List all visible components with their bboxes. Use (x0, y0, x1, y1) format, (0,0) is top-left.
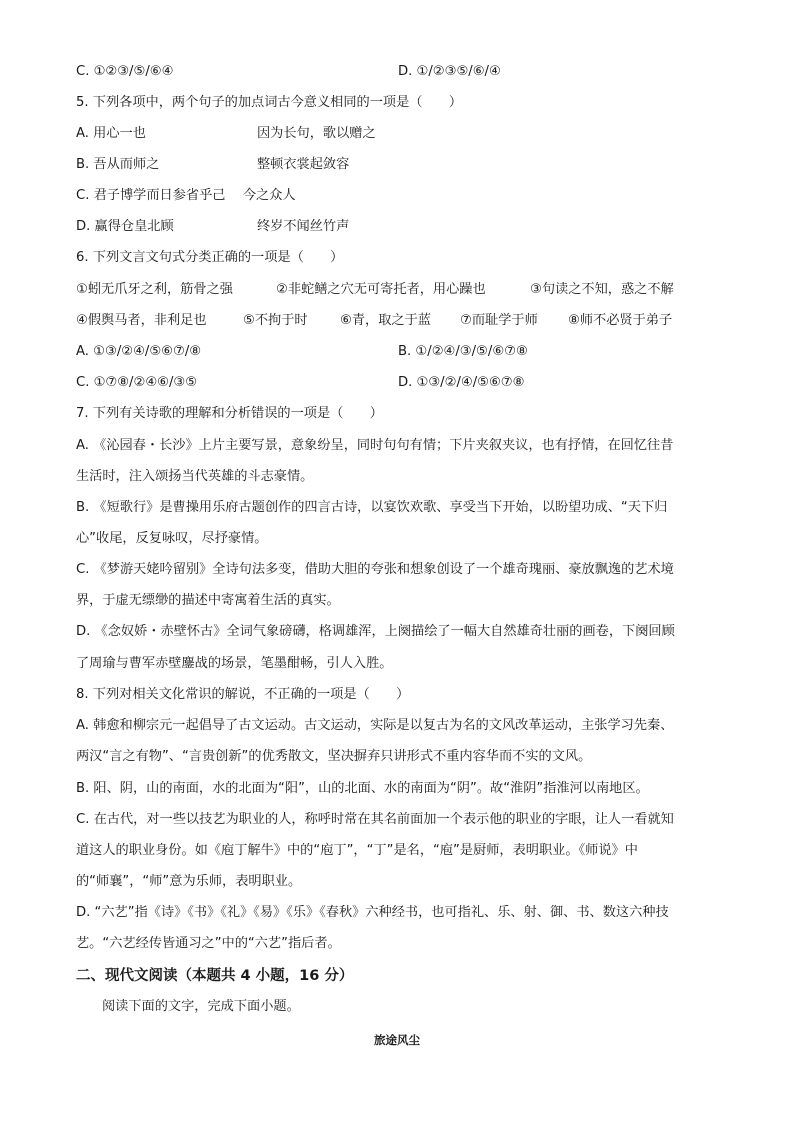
q8-option-b: B. 阳、阴，山的南面，水的北面为“阳”，山的北面、水的南面为“阴”。故“淮阴”指淮河以南地区。 (76, 781, 649, 796)
q6-sentence-6: ⑥青，取之于蓝 (340, 313, 431, 328)
section-2-instruction: 阅读下面的文字，完成下面小题。 (102, 999, 300, 1014)
q6-sentence-1: ①蚓无爪牙之利，筋骨之强 (76, 282, 233, 297)
q6-sentences-row1 (76, 280, 716, 300)
q8-option-d-line2: 艺。“六艺经传皆通习之”中的“六艺”指后者。 (76, 936, 341, 951)
q8-option-c-line1: C. 在古代，对一些以技艺为职业的人，称呼时常在其名前面加一个表示他的职业的字眼，让人一看就知 (76, 812, 674, 827)
q6-option-d: D. ①③/②/④/⑤⑥⑦⑧ (398, 375, 525, 390)
q7-option-a-line2: 生活时，注入颂扬当代英雄的斗志豪情。 (76, 469, 314, 484)
q6-sentences-row2 (76, 311, 716, 331)
q5-option-b-right: 整顿衣裳起敛容 (257, 157, 350, 172)
q6-sentence-8: ⑧师不必贤于弟子 (568, 313, 673, 328)
q7-option-d-line1: D. 《念奴娇・赤壁怀古》全词气象磅礴，格调雄浑，上阕描绘了一幅大自然雄奇壮丽的画卷，下阕回顾 (76, 624, 675, 639)
q4-option-c: C. ①②③/⑤/⑥④ (76, 64, 174, 79)
q6-sentence-5: ⑤不拘于时 (243, 313, 308, 328)
q6-sentence-4: ④假舆马者，非利足也 (76, 313, 207, 328)
q5-option-a-right: 因为长句，歌以赠之 (257, 126, 376, 141)
q5-stem: 5. 下列各项中，两个句子的加点词古今意义相同的一项是（ ） (76, 95, 463, 110)
q4-option-d: D. ①/②③⑤/⑥/④ (398, 64, 501, 79)
q6-sentence-3: ③句读之不知，惑之不解 (530, 282, 674, 297)
q5-option-d-right: 终岁不闻丝竹声 (257, 219, 350, 234)
q6-stem: 6. 下列文言文句式分类正确的一项是（ ） (76, 250, 344, 265)
q8-stem: 8. 下列对相关文化常识的解说，不正确的一项是（ ） (76, 687, 410, 702)
q7-option-c-line1: C. 《梦游天姥吟留别》全诗句法多变，借助大胆的夸张和想象创设了一个雄奇瑰丽、豪放飘逸的艺术境 (76, 562, 674, 577)
q6-option-a: A. ①③/②④/⑤⑥⑦/⑧ (76, 344, 202, 359)
q5-option-d (76, 217, 350, 237)
q7-stem: 7. 下列有关诗歌的理解和分析错误的一项是（ ） (76, 406, 383, 421)
q5-option-c: C. 君子博学而日参省乎己 今之众人 (76, 188, 296, 203)
q5-option-d-left: D. 赢得仓皇北顾 (76, 219, 174, 234)
q5-option-b-left: B. 吾从而师之 (76, 157, 160, 172)
q5-option-a-left: A. 用心一也 (76, 126, 146, 141)
q6-sentence-7: ⑦而耻学于师 (460, 313, 538, 328)
section-2-heading: 二、现代文阅读（本题共 4 小题，16 分） (76, 968, 354, 984)
q8-option-c-line2: 道这人的职业身份。如《庖丁解牛》中的“庖丁”，“丁”是名，“庖”是厨师，表明职业。《师说》中 (76, 843, 638, 858)
q6-option-b: B. ①/②④/③/⑤/⑥⑦⑧ (398, 344, 528, 359)
q8-option-c-line3: 的“师襄”，“师”意为乐师，表明职业。 (76, 874, 302, 889)
q6-sentence-2: ②非蛇鳝之穴无可寄托者，用心躁也 (276, 282, 486, 297)
q8-option-d-line1: D. “六艺”指《诗》《书》《礼》《易》《乐》《春秋》六种经书，也可指礼、乐、射、御、书、数这六种技 (76, 905, 669, 920)
q7-option-a-line1: A. 《沁园春・长沙》上片主要写景，意象纷呈，同时句句有情；下片夹叙夹议，也有抒情，在回忆往昔 (76, 438, 674, 453)
q7-option-b-line1: B. 《短歌行》是曹操用乐府古题创作的四言古诗，以宴饮欢歌、享受当下开始，以盼望功成、“天下归 (76, 500, 668, 515)
q8-option-a-line2: 两汉“言之有物”、“言贵创新”的优秀散文，坚决摒弃只讲形式不重内容华而不实的文风。 (76, 749, 592, 764)
passage-title: 旅途风尘 (374, 1033, 420, 1047)
q5-option-b (76, 155, 350, 175)
q7-option-c-line2: 界，于虚无缥缈的描述中寄寓着生活的真实。 (76, 593, 340, 608)
q5-option-a (76, 124, 376, 144)
q7-option-b-line2: 心”收尾，反复咏叹，尽抒豪情。 (76, 531, 268, 546)
q6-option-c: C. ①⑦⑧/②④⑥/③⑤ (76, 375, 198, 390)
q7-option-d-line2: 了周瑜与曹军赤壁鏖战的场景，笔墨酣畅，引人入胜。 (76, 656, 393, 671)
q8-option-a-line1: A. 韩愈和柳宗元一起倡导了古文运动。古文运动，实际是以复古为名的文风改革运动，主张学习先秦、 (76, 718, 674, 733)
